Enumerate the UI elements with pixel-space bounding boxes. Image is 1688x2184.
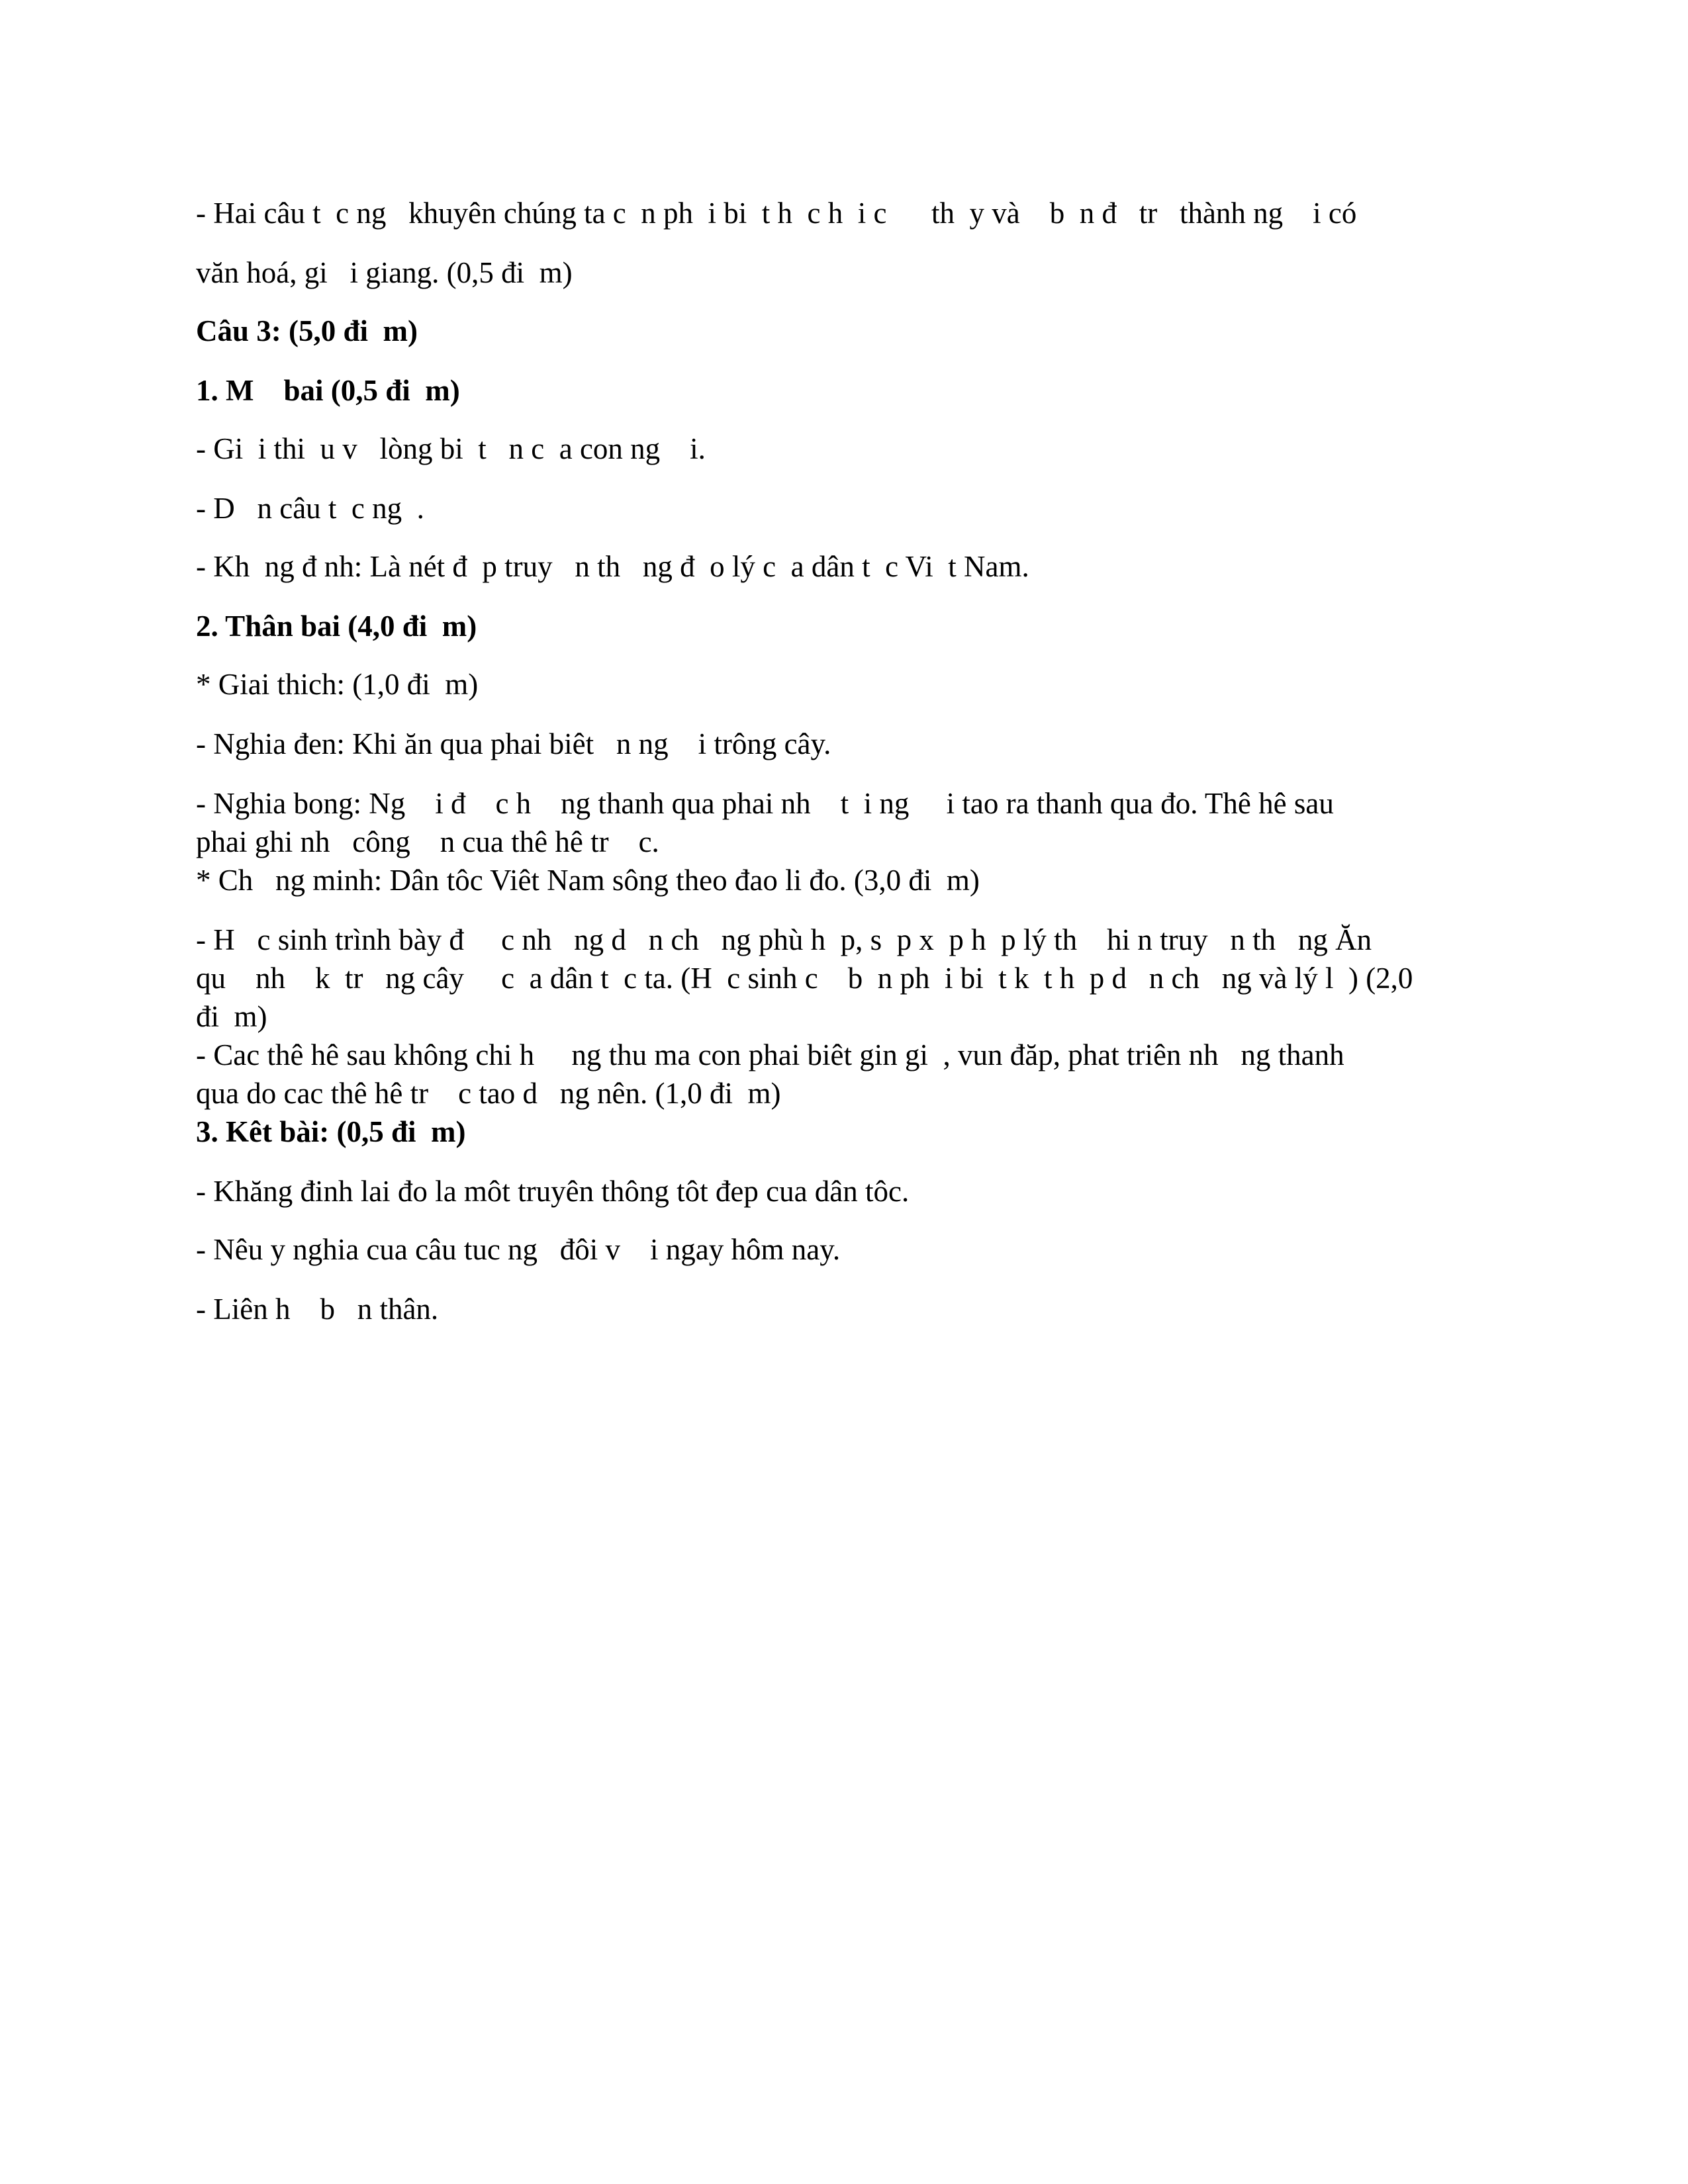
text-line: - Kh ng đ nh: Là nét đ p truy n th ng đ o lý c a dân t c Vi t Nam. — [196, 550, 1029, 583]
section-heading: Câu 3: (5,0 đi m) — [196, 314, 418, 347]
text-line: - Gi i thi u v lòng bi t n c a con ng i. — [196, 432, 706, 465]
section-heading: 2. Thân bai (4,0 đi m) — [196, 610, 477, 643]
text-line: - Nêu y nghia cua câu tuc ng đôi v i ngay hôm nay. — [196, 1233, 841, 1266]
text-line: - Nghia đen: Khi ăn qua phai biêt n ng i trông cây. — [196, 727, 831, 760]
text-line: phai ghi nh công n cua thê hê tr c. — [196, 825, 659, 858]
text-line: qua do cac thê hê tr c tao d ng nên. (1,0 đi m) — [196, 1077, 781, 1110]
section-heading: 1. M bai (0,5 đi m) — [196, 374, 460, 407]
text-line: * Ch ng minh: Dân tôc Viêt Nam sông theo đao li đo. (3,0 đi m) — [196, 864, 980, 897]
text-line: - Cac thê hê sau không chi h ng thu ma con phai biêt gin gi , vun đăp, phat triên nh ng thanh — [196, 1038, 1344, 1071]
text-line: văn hoá, gi i giang. (0,5 đi m) — [196, 256, 573, 289]
text-line: - Liên h b n thân. — [196, 1293, 439, 1326]
text-line: - Hai câu t c ng khuyên chúng ta c n ph i bi t h c h i c th y và b n đ tr thành ng i có — [196, 197, 1357, 230]
text-line: - H c sinh trình bày đ c nh ng d n ch ng phù h p, s p x p h p lý th hi n truy n th ng Ăn — [196, 923, 1372, 956]
text-line: * Giai thich: (1,0 đi m) — [196, 668, 479, 701]
text-line: - D n câu t c ng . — [196, 492, 424, 525]
text-line: - Khăng đinh lai đo la môt truyên thông tôt đep cua dân tôc. — [196, 1175, 910, 1208]
text-line: - Nghia bong: Ng i đ c h ng thanh qua phai nh t i ng i tao ra thanh qua đo. Thê hê sau — [196, 787, 1334, 820]
section-heading: 3. Kêt bài: (0,5 đi m) — [196, 1115, 466, 1148]
text-line: đi m) — [196, 1000, 267, 1033]
text-line: qu nh k tr ng cây c a dân t c ta. (H c sinh c b n ph i bi t k t h p d n ch ng và lý l ) (2,0 — [196, 962, 1413, 995]
